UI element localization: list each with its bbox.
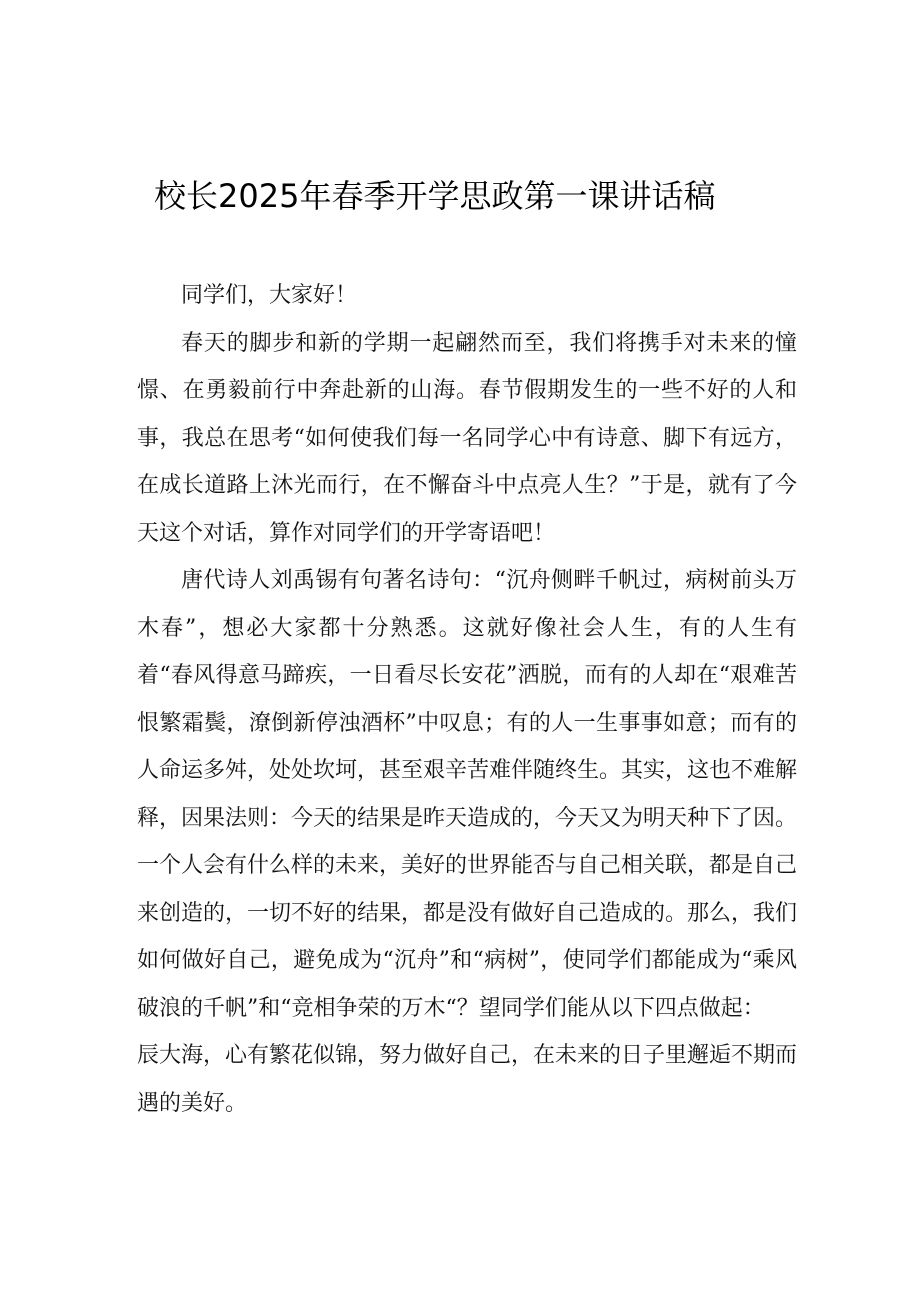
- poem-paragraph: 唐代诗人刘禹锡有句著名诗句：“沉舟侧畔千帆过，病树前头万木春”，想必大家都十分熟悉。这就好像社会人生，有的人生有着“春风得意马蹄疾，一日看尽长安花”洒脱，而有的人却在“艰难苦恨繁霜鬓，潦倒新停浊酒杯”中叹息；有的人一生事事如意；而有的人命运多舛，处处坎坷，甚至艰辛苦难伴随终生。其实，这也不难解释，因果法则：今天的结果是昨天造成的，今天又为明天种下了因。一个人会有什么样的未来，美好的世界能否与自己相关联，都是自己来创造的，一切不好的结果，都是没有做好自己造成的。那么，我们如何做好自己，避免成为“沉舟”和“病树”，使同学们都能成为“乘风破浪的千帆”和“竞相争荣的万木“？望同学们能从以下四点做起：: [137, 568, 798, 1021]
- document-title: 校长2025年春季开学思政第一课讲话稿: [154, 177, 716, 215]
- greeting-paragraph: 同学们，大家好！: [181, 283, 358, 308]
- document-body: [137, 272, 797, 1127]
- closing-paragraph: 辰大海，心有繁花似锦，努力做好自己，在未来的日子里邂逅不期而遇的美好。: [137, 1043, 798, 1116]
- opening-paragraph: 春天的脚步和新的学期一起翩然而至，我们将携手对未来的憧憬、在勇毅前行中奔赴新的山海。春节假期发生的一些不好的人和事，我总在思考“如何使我们每一名同学心中有诗意、脚下有远方，在成长道路上沐光而行，在不懈奋斗中点亮人生？”于是，就有了今天这个对话，算作对同学们的开学寄语吧！: [137, 330, 797, 546]
